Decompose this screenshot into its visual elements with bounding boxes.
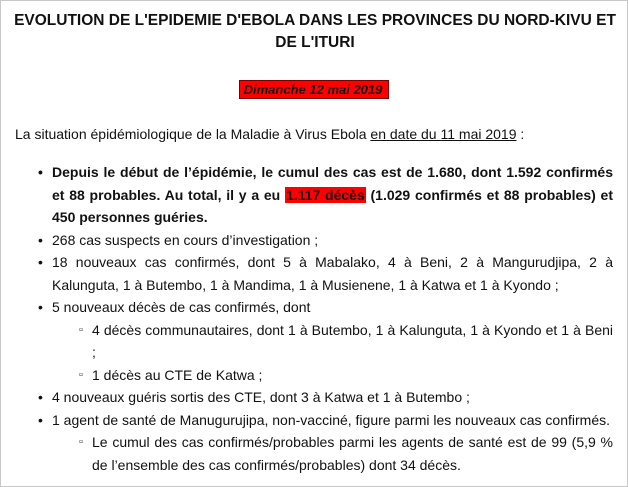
new-deaths-text: 5 nouveaux décès de cas confirmés, dont xyxy=(52,299,311,315)
health-worker-sublist xyxy=(52,431,613,476)
date-label: Dimanche 12 mai 2019 xyxy=(239,80,390,99)
intro-date-underlined: en date du 11 mai 2019 xyxy=(370,126,517,142)
list-item-suspects: • 268 cas suspects en cours d’investigation ; xyxy=(52,229,613,252)
date-banner xyxy=(1,80,627,99)
page-title: EVOLUTION DE L'EPIDEMIE D'EBOLA DANS LES PROVINCES DU NORD-KIVU ET DE L'ITURI xyxy=(14,12,616,51)
situation-list xyxy=(1,161,613,476)
health-worker-text: 1 agent de santé de Manugurujipa, non-vacciné, figure parmi les nouveaux cas confirmés. xyxy=(52,411,610,428)
list-item-recoveries: • 4 nouveaux guéris sortis des CTE, dont 3 à Katwa et 1 à Butembo ; xyxy=(52,386,613,409)
deaths-highlight: 1.117 décès xyxy=(286,186,365,203)
list-item-new-deaths xyxy=(52,296,613,386)
list-item-health-worker xyxy=(52,409,613,477)
intro-paragraph xyxy=(15,125,619,143)
intro-prefix: La situation épidémiologique de la Maladie à Virus Ebola xyxy=(15,126,371,142)
list-item-new-cases: • 18 nouveaux cas confirmés, dont 5 à Mabalako, 4 à Beni, 2 à Mangurudjipa, 2 à Kalunguta, 1 à Butembo, 1 à Mandima, 1 à Musienene, 1 à Katwa et 1 à Kyondo ; xyxy=(52,251,613,296)
intro-suffix: : xyxy=(516,126,525,142)
list-item-cumulative xyxy=(52,161,613,229)
cumulative-text-before: Depuis le début de l’épidémie, le cumul des cas est de 1.680, dont 1.592 confirmés et 88 probables. Au total, il y a eu xyxy=(52,164,613,203)
cumulative-text-after: (1.029 confirmés et 88 probables) et 450 personnes guéries. xyxy=(52,186,614,225)
new-deaths-sublist xyxy=(52,319,613,387)
sub-item-cte-death: ▫ 1 décès au CTE de Katwa ; xyxy=(92,364,613,387)
sub-item-health-worker-cumulative: ▫ Le cumul des cas confirmés/probables parmi les agents de santé est de 99 (5,9 % de l’ensemble des cas confirmés/probables) dont 34 décès. xyxy=(92,431,613,476)
sub-item-community-deaths: ▫ 4 décès communautaires, dont 1 à Butembo, 1 à Kalunguta, 1 à Kyondo et 1 à Beni ; xyxy=(92,319,613,364)
